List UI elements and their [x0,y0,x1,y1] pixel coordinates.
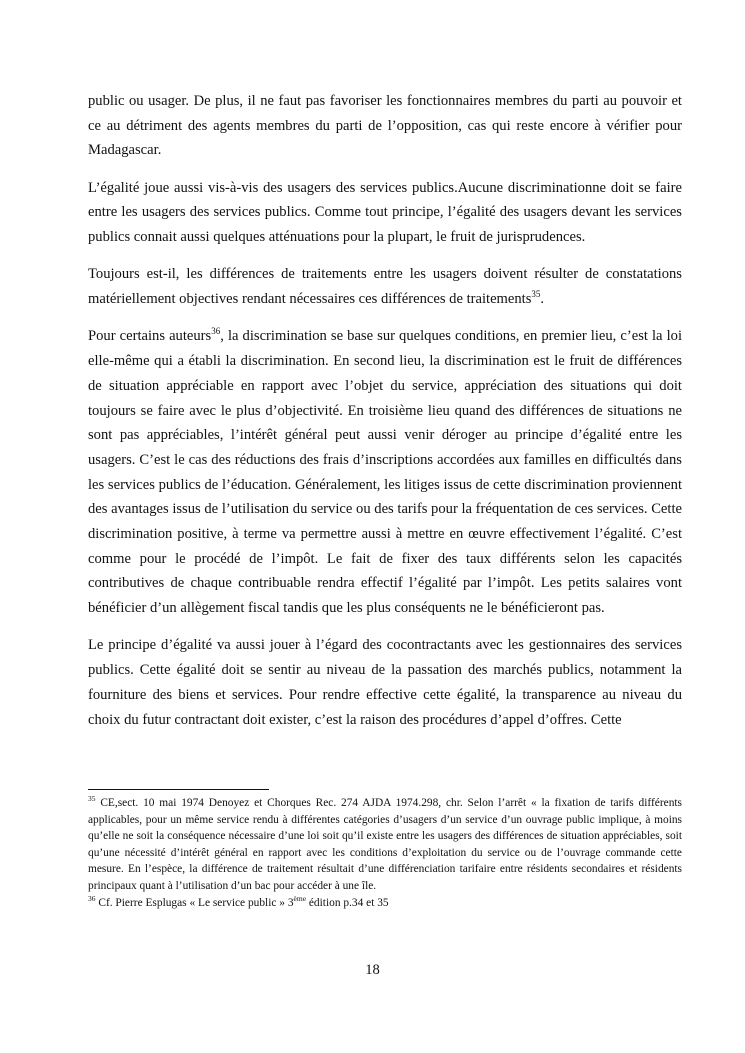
paragraph: Toujours est-il, les différences de traitements entre les usagers doivent résulter de constatations matériellement objectives rendant nécessaires ces différences de traitements$^{35}$. [88,266,682,308]
page-number: 18 [365,962,380,978]
paragraph: Le principe d’égalité va aussi jouer à l’égard des cocontractants avec les gestionnaires des services publics. Cette égalité doit se sentir au niveau de la passation des marchés publics, notamment la fourniture des biens et services. Pour rendre effective cette égalité, la transparence au niveau du choix du futur contractant doit exister, c’est la raison des procédures d’appel d’offres. Cette [88,637,682,728]
footnote-ref: 35 [531,289,541,300]
footnote: $^{35}$ CE,sect. 10 mai 1974 Denoyez et Chorques Rec. 274 AJDA 1974.298, chr. Selon l’arrêt « la fixation de tarifs différents applicables, pour un même service rendu à différentes catégories d’usagers d’un service d’un ouvrage public implique, à moins qu’elle ne soit la conséquence nécessaire d’une loi soit qu’il existe entre les usagers des différences de situation appréciables, soit qu’une nécessité d’intérêt général en rapport avec les conditions d’exploitation du service ou de l’ouvrage commande cette mesure. En l’espèce, la différence de traitement résultait d’une différenciation tarifaire entre résidents secondaires et résidents principaux quant à l’utilisation d’un bac pour accéder à une île. [88,794,682,892]
footnote-separator [88,789,269,790]
footnote: $^{36}$ Cf. Pierre Esplugas « Le service public » 3ème édition p.34 et 35 [88,893,389,909]
paragraph: public ou usager. De plus, il ne faut pas favoriser les fonctionnaires membres du parti au pouvoir et ce au détriment des agents membres du parti de l’opposition, cas qui reste encore à vérifier pour Madagascar. [88,93,682,159]
paragraph: L’égalité joue aussi vis-à-vis des usagers des services publics.Aucune discriminationne doit se faire entre les usagers des services publics. Comme tout principe, l’égalité des usagers devant les services publics connait aussi quelques atténuations pour la plupart, le fruit de jurisprudences. [88,179,682,246]
footnote-ref: 36 [211,326,221,337]
footnote-number: 36 [88,893,96,903]
paragraph: Pour certains auteurs$^{36}$, la discrimination se base sur quelques conditions, en premier lieu, c’est la loi elle-même qui a établi la discrimination. En second lieu, la discrimination est le fruit de différences de situation appréciable en rapport avec l’objet du service, appréciation des situations qui doit toujours se faire avec le plus d’objectivité. En troisième lieu quand des différences de situations ne sont pas appréciables, l’intérêt général peut aussi venir déroger au principe d’égalité entre les usagers. C’est le cas des réductions des frais d’inscriptions accordées aux familles en difficultés dans les services publics de l’éducation. Généralement, les litiges issus de cette discrimination proviennent des avantages issus de l’utilisation du service ou des tarifs pour la fréquentation de ces services. Cette discrimination positive, à terme va permettre aussi à mettre en œuvre effectivement l’égalité. C’est comme pour le procédé de l’impôt. Le fait de fixer des taux différents selon les capacités contributives de chaque contribuable rendra effectif l’égalité par l’impôt. Les petits salaires vont bénéficier d’un allègement fiscal tandis que les plus conséquents ne le bénéficieront pas. [88,326,683,617]
footnote-number: 35 [88,794,96,804]
footnotes [88,795,682,911]
body-text [88,89,682,745]
